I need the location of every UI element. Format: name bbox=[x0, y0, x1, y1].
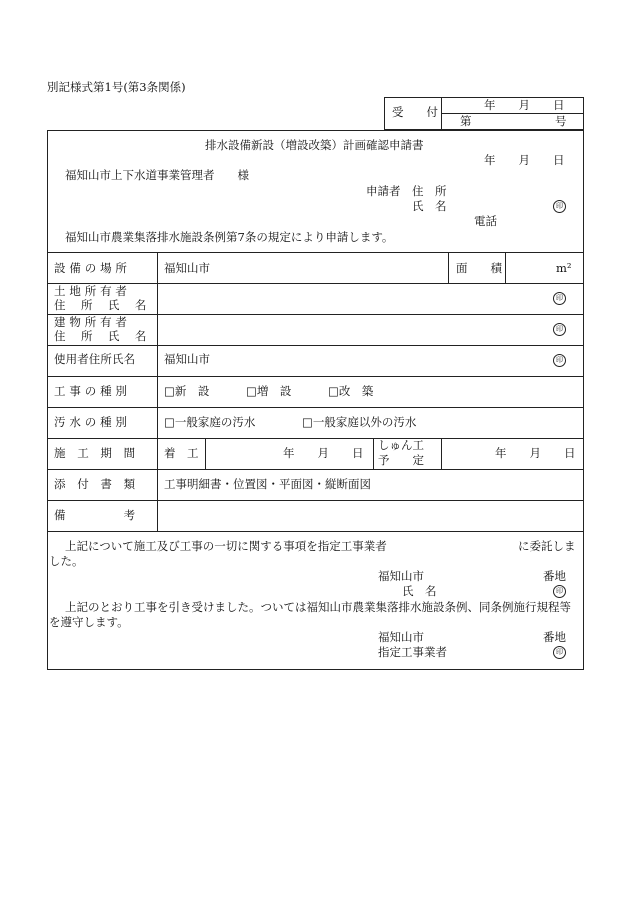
completion-date: 年 月 日 bbox=[495, 446, 576, 460]
reception-label: 受 付 bbox=[392, 105, 438, 119]
reception-number-suffix: 号 bbox=[555, 114, 567, 128]
contractor-city-2: 福知山市 bbox=[378, 630, 424, 644]
remarks-label: 備 考 bbox=[54, 508, 136, 522]
area-unit: m² bbox=[556, 261, 572, 275]
sewage-non-household-checkbox[interactable]: □一般家庭以外の汚水 bbox=[302, 415, 417, 429]
attachments-value: 工事明細書・位置図・平面図・縦断面図 bbox=[164, 477, 371, 491]
start-date: 年 月 日 bbox=[283, 446, 364, 460]
reception-date: 年 月 日 bbox=[484, 98, 565, 112]
area-label: 面 積 bbox=[456, 261, 502, 275]
building-owner-address-label: 住 所 氏 名 bbox=[54, 329, 147, 343]
form-title: 排水設備新設（増設改築）計画確認申請書 bbox=[205, 138, 424, 152]
phone-label: 電話 bbox=[474, 214, 497, 228]
contractor-banchi-1: 番地 bbox=[543, 569, 566, 583]
acceptance-text: 上記のとおり工事を引き受けました。ついては福知山市農業集落排水施設条例、同条例施行規程等 bbox=[65, 600, 571, 614]
application-statement: 福知山市農業集落排水施設条例第7条の規定により申請します。 bbox=[65, 230, 394, 244]
applicant-name-label: 氏 名 bbox=[412, 199, 447, 213]
attachments-label: 添 付 書 類 bbox=[54, 477, 136, 491]
applicant-address-label: 申請者 住 所 bbox=[366, 184, 447, 198]
contractor-city-1: 福知山市 bbox=[378, 569, 424, 583]
land-owner-seal-icon: 印 bbox=[553, 292, 566, 305]
completion-planned-label: 予 定 bbox=[378, 453, 424, 467]
form-number-label: 別記様式第1号(第3条関係) bbox=[47, 80, 186, 94]
sewage-type-label: 汚 水 の 種 別 bbox=[54, 415, 128, 429]
completion-label: しゅん工 bbox=[378, 438, 424, 452]
user-value: 福知山市 bbox=[164, 352, 210, 366]
location-value: 福知山市 bbox=[164, 261, 210, 275]
work-type-new-checkbox[interactable]: □新 設 bbox=[164, 384, 210, 398]
addressee: 福知山市上下水道事業管理者 様 bbox=[65, 168, 249, 182]
contractor-name-seal-icon: 印 bbox=[553, 585, 566, 598]
land-owner-label: 土 地 所 有 者 bbox=[54, 284, 128, 298]
sewage-household-checkbox[interactable]: □一般家庭の汚水 bbox=[164, 415, 256, 429]
user-label: 使用者住所氏名 bbox=[54, 352, 136, 366]
delegation-text-end-2: した。 bbox=[49, 554, 84, 568]
location-label: 設 備 の 場 所 bbox=[54, 261, 128, 275]
application-form bbox=[47, 130, 584, 670]
work-type-addition-checkbox[interactable]: □増 設 bbox=[246, 384, 292, 398]
designated-contractor-seal-icon: 印 bbox=[553, 646, 566, 659]
reception-number-prefix: 第 bbox=[460, 114, 472, 128]
designated-contractor-label: 指定工事業者 bbox=[378, 645, 447, 659]
period-label: 施 工 期 間 bbox=[54, 446, 136, 460]
work-type-renovation-checkbox[interactable]: □改 築 bbox=[328, 384, 374, 398]
delegation-text: 上記について施工及び工事の一切に関する事項を指定工事業者 bbox=[65, 539, 387, 553]
building-owner-label: 建 物 所 有 者 bbox=[54, 315, 128, 329]
contractor-name-label: 氏 名 bbox=[402, 584, 437, 598]
user-seal-icon: 印 bbox=[553, 354, 566, 367]
building-owner-seal-icon: 印 bbox=[553, 323, 566, 336]
work-type-label: 工 事 の 種 別 bbox=[54, 384, 128, 398]
applicant-seal-icon: 印 bbox=[553, 200, 566, 213]
start-label: 着 工 bbox=[164, 446, 199, 460]
contractor-banchi-2: 番地 bbox=[543, 630, 566, 644]
acceptance-text-2: を遵守します。 bbox=[49, 615, 129, 629]
application-date: 年 月 日 bbox=[484, 153, 565, 167]
land-owner-address-label: 住 所 氏 名 bbox=[54, 298, 147, 312]
delegation-text-end: に委託しま bbox=[518, 539, 576, 553]
